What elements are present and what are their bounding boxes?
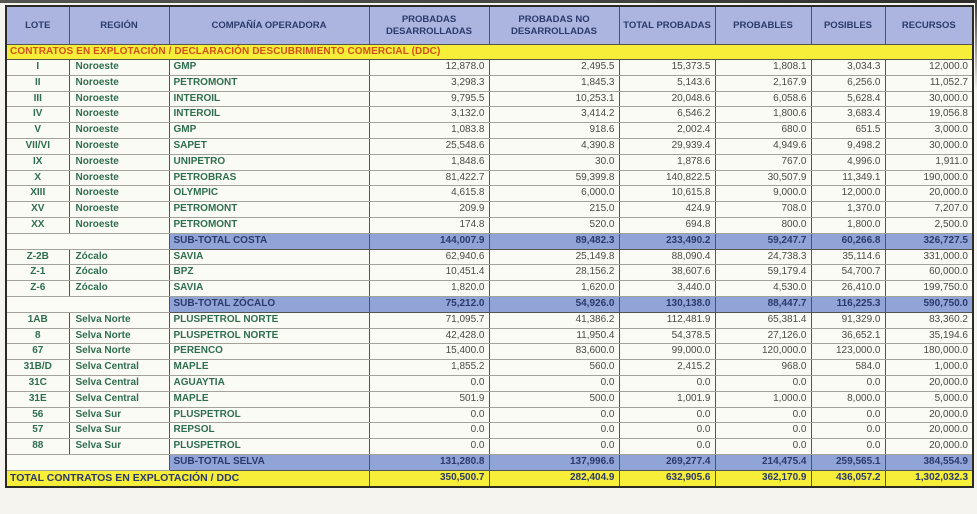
- value-cell: 2,002.4: [619, 123, 715, 139]
- region-cell: Selva Central: [69, 391, 169, 407]
- lote-cell: 88: [6, 439, 69, 455]
- col-header-probadas-no-desarrolladas: PROBADAS NO DESARROLLADAS: [489, 6, 619, 45]
- col-header-total-probadas: TOTAL PROBADAS: [619, 6, 715, 45]
- table-row: [6, 60, 973, 76]
- value-cell: 1,000.0: [885, 360, 973, 376]
- total-label: TOTAL CONTRATOS EN EXPLOTACIÓN / DDC: [6, 470, 369, 486]
- lote-cell: III: [6, 91, 69, 107]
- table-row: [6, 344, 973, 360]
- region-cell: Zócalo: [69, 281, 169, 297]
- value-cell: 30,000.0: [885, 138, 973, 154]
- value-cell: 10,615.8: [619, 186, 715, 202]
- value-cell: 6,058.6: [715, 91, 811, 107]
- value-cell: 190,000.0: [885, 170, 973, 186]
- value-cell: 0.0: [619, 407, 715, 423]
- value-cell: 1,000.0: [715, 391, 811, 407]
- lote-cell: 31B/D: [6, 360, 69, 376]
- value-cell: 131,280.8: [369, 454, 489, 470]
- value-cell: 28,156.2: [489, 265, 619, 281]
- value-cell: 199,750.0: [885, 281, 973, 297]
- subtotal-label: SUB-TOTAL ZÓCALO: [169, 296, 369, 312]
- table-row: [6, 138, 973, 154]
- company-cell: MAPLE: [169, 360, 369, 376]
- value-cell: 140,822.5: [619, 170, 715, 186]
- region-cell: Selva Sur: [69, 407, 169, 423]
- value-cell: 41,386.2: [489, 312, 619, 328]
- value-cell: 209.9: [369, 202, 489, 218]
- header-row: [6, 6, 973, 45]
- value-cell: 1,878.6: [619, 154, 715, 170]
- value-cell: 0.0: [715, 423, 811, 439]
- value-cell: 30.0: [489, 154, 619, 170]
- value-cell: 269,277.4: [619, 454, 715, 470]
- value-cell: 11,950.4: [489, 328, 619, 344]
- value-cell: 2,500.0: [885, 217, 973, 233]
- value-cell: 123,000.0: [811, 344, 885, 360]
- value-cell: 3,298.3: [369, 75, 489, 91]
- company-cell: UNIPETRO: [169, 154, 369, 170]
- value-cell: 9,795.5: [369, 91, 489, 107]
- col-header-lote: LOTE: [6, 6, 69, 45]
- value-cell: 680.0: [715, 123, 811, 139]
- value-cell: 9,498.2: [811, 138, 885, 154]
- value-cell: 3,132.0: [369, 107, 489, 123]
- company-cell: MAPLE: [169, 391, 369, 407]
- value-cell: 520.0: [489, 217, 619, 233]
- table-row: [6, 107, 973, 123]
- company-cell: REPSOL: [169, 423, 369, 439]
- company-cell: INTEROIL: [169, 91, 369, 107]
- value-cell: 180,000.0: [885, 344, 973, 360]
- value-cell: 12,000.0: [811, 186, 885, 202]
- value-cell: 0.0: [489, 407, 619, 423]
- value-cell: 38,607.6: [619, 265, 715, 281]
- subtotal-label: SUB-TOTAL COSTA: [169, 233, 369, 249]
- value-cell: 1,302,032.3: [885, 470, 973, 486]
- subtotal-row: [6, 454, 973, 470]
- lote-cell: XV: [6, 202, 69, 218]
- value-cell: 83,360.2: [885, 312, 973, 328]
- value-cell: 632,905.6: [619, 470, 715, 486]
- value-cell: 15,400.0: [369, 344, 489, 360]
- table-row: [6, 423, 973, 439]
- value-cell: 1,620.0: [489, 281, 619, 297]
- lote-cell: 67: [6, 344, 69, 360]
- table-row: [6, 154, 973, 170]
- value-cell: 30,507.9: [715, 170, 811, 186]
- value-cell: 15,373.5: [619, 60, 715, 76]
- value-cell: 282,404.9: [489, 470, 619, 486]
- value-cell: 88,447.7: [715, 296, 811, 312]
- value-cell: 651.5: [811, 123, 885, 139]
- value-cell: 259,565.1: [811, 454, 885, 470]
- value-cell: 215.0: [489, 202, 619, 218]
- value-cell: 0.0: [369, 439, 489, 455]
- value-cell: 54,378.5: [619, 328, 715, 344]
- value-cell: 25,149.8: [489, 249, 619, 265]
- value-cell: 35,194.6: [885, 328, 973, 344]
- lote-cell: 31C: [6, 375, 69, 391]
- company-cell: GMP: [169, 123, 369, 139]
- value-cell: 3,440.0: [619, 281, 715, 297]
- lote-cell: 1AB: [6, 312, 69, 328]
- value-cell: 88,090.4: [619, 249, 715, 265]
- value-cell: 120,000.0: [715, 344, 811, 360]
- value-cell: 59,399.8: [489, 170, 619, 186]
- section-banner-row: [6, 45, 973, 60]
- value-cell: 384,554.9: [885, 454, 973, 470]
- value-cell: 137,996.6: [489, 454, 619, 470]
- value-cell: 968.0: [715, 360, 811, 376]
- value-cell: 3,683.4: [811, 107, 885, 123]
- table-row: [6, 249, 973, 265]
- value-cell: 89,482.3: [489, 233, 619, 249]
- lote-cell: 8: [6, 328, 69, 344]
- value-cell: 1,855.2: [369, 360, 489, 376]
- company-cell: PLUSPETROL NORTE: [169, 328, 369, 344]
- lote-cell: IX: [6, 154, 69, 170]
- value-cell: 767.0: [715, 154, 811, 170]
- company-cell: PETROMONT: [169, 202, 369, 218]
- region-cell: Noroeste: [69, 202, 169, 218]
- company-cell: INTEROIL: [169, 107, 369, 123]
- lote-cell: Z-6: [6, 281, 69, 297]
- lote-cell: 31E: [6, 391, 69, 407]
- region-cell: Noroeste: [69, 154, 169, 170]
- value-cell: 1,800.6: [715, 107, 811, 123]
- company-cell: SAPET: [169, 138, 369, 154]
- lote-cell: I: [6, 60, 69, 76]
- value-cell: 4,615.8: [369, 186, 489, 202]
- value-cell: 1,845.3: [489, 75, 619, 91]
- value-cell: 112,481.9: [619, 312, 715, 328]
- region-cell: Selva Sur: [69, 423, 169, 439]
- value-cell: 918.6: [489, 123, 619, 139]
- company-cell: PETROMONT: [169, 75, 369, 91]
- value-cell: 9,000.0: [715, 186, 811, 202]
- table-row: [6, 123, 973, 139]
- value-cell: 424.9: [619, 202, 715, 218]
- value-cell: 71,095.7: [369, 312, 489, 328]
- col-header-probadas-desarrolladas: PROBADAS DESARROLLADAS: [369, 6, 489, 45]
- value-cell: 12,878.0: [369, 60, 489, 76]
- value-cell: 20,000.0: [885, 423, 973, 439]
- value-cell: 1,848.6: [369, 154, 489, 170]
- subtotal-label: SUB-TOTAL SELVA: [169, 454, 369, 470]
- value-cell: 584.0: [811, 360, 885, 376]
- region-cell: Noroeste: [69, 138, 169, 154]
- col-header-probables: PROBABLES: [715, 6, 811, 45]
- lote-cell: IV: [6, 107, 69, 123]
- value-cell: 1,370.0: [811, 202, 885, 218]
- value-cell: 3,000.0: [885, 123, 973, 139]
- value-cell: 83,600.0: [489, 344, 619, 360]
- value-cell: 30,000.0: [885, 91, 973, 107]
- table-row: [6, 217, 973, 233]
- region-cell: Selva Sur: [69, 439, 169, 455]
- value-cell: 3,414.2: [489, 107, 619, 123]
- region-cell: Zócalo: [69, 265, 169, 281]
- company-cell: PLUSPETROL NORTE: [169, 312, 369, 328]
- value-cell: 8,000.0: [811, 391, 885, 407]
- value-cell: 500.0: [489, 391, 619, 407]
- company-cell: PERENCO: [169, 344, 369, 360]
- value-cell: 20,048.6: [619, 91, 715, 107]
- value-cell: 20,000.0: [885, 186, 973, 202]
- subtotal-empty-cell: [6, 233, 169, 249]
- value-cell: 1,800.0: [811, 217, 885, 233]
- company-cell: OLYMPIC: [169, 186, 369, 202]
- value-cell: 233,490.2: [619, 233, 715, 249]
- value-cell: 116,225.3: [811, 296, 885, 312]
- value-cell: 6,000.0: [489, 186, 619, 202]
- col-header-compania-operadora: COMPAÑÍA OPERADORA: [169, 6, 369, 45]
- value-cell: 708.0: [715, 202, 811, 218]
- table-row: [6, 375, 973, 391]
- subtotal-row: [6, 233, 973, 249]
- lote-cell: VII/VI: [6, 138, 69, 154]
- table-row: [6, 281, 973, 297]
- lote-cell: Z-1: [6, 265, 69, 281]
- table-row: [6, 186, 973, 202]
- value-cell: 2,167.9: [715, 75, 811, 91]
- photo-top-edge: [0, 0, 977, 3]
- region-cell: Selva Central: [69, 375, 169, 391]
- value-cell: 0.0: [489, 423, 619, 439]
- table-row: [6, 360, 973, 376]
- lote-cell: 57: [6, 423, 69, 439]
- value-cell: 800.0: [715, 217, 811, 233]
- value-cell: 214,475.4: [715, 454, 811, 470]
- col-header-posibles: POSIBLES: [811, 6, 885, 45]
- value-cell: 1,083.8: [369, 123, 489, 139]
- value-cell: 436,057.2: [811, 470, 885, 486]
- value-cell: 59,179.4: [715, 265, 811, 281]
- value-cell: 350,500.7: [369, 470, 489, 486]
- col-header-recursos: RECURSOS: [885, 6, 973, 45]
- value-cell: 0.0: [811, 407, 885, 423]
- value-cell: 560.0: [489, 360, 619, 376]
- table-row: [6, 202, 973, 218]
- company-cell: SAVIA: [169, 249, 369, 265]
- value-cell: 6,546.2: [619, 107, 715, 123]
- value-cell: 99,000.0: [619, 344, 715, 360]
- lote-cell: X: [6, 170, 69, 186]
- table-row: [6, 312, 973, 328]
- value-cell: 20,000.0: [885, 407, 973, 423]
- region-cell: Noroeste: [69, 186, 169, 202]
- value-cell: 19,056.8: [885, 107, 973, 123]
- value-cell: 0.0: [369, 407, 489, 423]
- value-cell: 326,727.5: [885, 233, 973, 249]
- subtotal-row: [6, 296, 973, 312]
- table-row: [6, 439, 973, 455]
- value-cell: 694.8: [619, 217, 715, 233]
- value-cell: 11,349.1: [811, 170, 885, 186]
- value-cell: 0.0: [369, 375, 489, 391]
- region-cell: Selva Norte: [69, 312, 169, 328]
- value-cell: 130,138.0: [619, 296, 715, 312]
- value-cell: 4,949.6: [715, 138, 811, 154]
- value-cell: 60,266.8: [811, 233, 885, 249]
- value-cell: 5,143.6: [619, 75, 715, 91]
- table-row: [6, 407, 973, 423]
- value-cell: 29,939.4: [619, 138, 715, 154]
- value-cell: 0.0: [619, 439, 715, 455]
- value-cell: 1,820.0: [369, 281, 489, 297]
- value-cell: 0.0: [811, 439, 885, 455]
- value-cell: 81,422.7: [369, 170, 489, 186]
- value-cell: 36,652.1: [811, 328, 885, 344]
- value-cell: 5,000.0: [885, 391, 973, 407]
- value-cell: 91,329.0: [811, 312, 885, 328]
- value-cell: 0.0: [715, 439, 811, 455]
- table-row: [6, 391, 973, 407]
- value-cell: 54,926.0: [489, 296, 619, 312]
- lote-cell: XX: [6, 217, 69, 233]
- value-cell: 10,253.1: [489, 91, 619, 107]
- value-cell: 24,738.3: [715, 249, 811, 265]
- reserves-table: [5, 5, 974, 488]
- region-cell: Selva Central: [69, 360, 169, 376]
- value-cell: 20,000.0: [885, 375, 973, 391]
- company-cell: AGUAYTIA: [169, 375, 369, 391]
- value-cell: 0.0: [811, 423, 885, 439]
- region-cell: Noroeste: [69, 60, 169, 76]
- value-cell: 0.0: [619, 375, 715, 391]
- section-banner: CONTRATOS EN EXPLOTACIÓN / DECLARACIÓN DESCUBRIMIENTO COMERCIAL (DDC): [6, 45, 973, 60]
- region-cell: Noroeste: [69, 170, 169, 186]
- total-row: [6, 470, 973, 486]
- value-cell: 362,170.9: [715, 470, 811, 486]
- value-cell: 10,451.4: [369, 265, 489, 281]
- company-cell: PLUSPETROL: [169, 439, 369, 455]
- company-cell: PETROBRAS: [169, 170, 369, 186]
- value-cell: 5,628.4: [811, 91, 885, 107]
- table-body: [6, 45, 973, 487]
- value-cell: 0.0: [369, 423, 489, 439]
- value-cell: 35,114.6: [811, 249, 885, 265]
- value-cell: 42,428.0: [369, 328, 489, 344]
- company-cell: BPZ: [169, 265, 369, 281]
- value-cell: 11,052.7: [885, 75, 973, 91]
- value-cell: 144,007.9: [369, 233, 489, 249]
- value-cell: 4,996.0: [811, 154, 885, 170]
- value-cell: 75,212.0: [369, 296, 489, 312]
- value-cell: 60,000.0: [885, 265, 973, 281]
- company-cell: PETROMONT: [169, 217, 369, 233]
- region-cell: Noroeste: [69, 123, 169, 139]
- value-cell: 174.8: [369, 217, 489, 233]
- company-cell: SAVIA: [169, 281, 369, 297]
- region-cell: Noroeste: [69, 75, 169, 91]
- value-cell: 20,000.0: [885, 439, 973, 455]
- value-cell: 1,001.9: [619, 391, 715, 407]
- col-header-region: REGIÓN: [69, 6, 169, 45]
- value-cell: 54,700.7: [811, 265, 885, 281]
- region-cell: Noroeste: [69, 217, 169, 233]
- value-cell: 501.9: [369, 391, 489, 407]
- lote-cell: XIII: [6, 186, 69, 202]
- region-cell: Selva Norte: [69, 328, 169, 344]
- value-cell: 6,256.0: [811, 75, 885, 91]
- value-cell: 65,381.4: [715, 312, 811, 328]
- lote-cell: II: [6, 75, 69, 91]
- value-cell: 4,390.8: [489, 138, 619, 154]
- value-cell: 331,000.0: [885, 249, 973, 265]
- value-cell: 26,410.0: [811, 281, 885, 297]
- value-cell: 1,808.1: [715, 60, 811, 76]
- region-cell: Noroeste: [69, 107, 169, 123]
- table-header: [6, 6, 973, 45]
- value-cell: 2,495.5: [489, 60, 619, 76]
- subtotal-empty-cell: [6, 454, 169, 470]
- region-cell: Selva Norte: [69, 344, 169, 360]
- value-cell: 12,000.0: [885, 60, 973, 76]
- lote-cell: V: [6, 123, 69, 139]
- value-cell: 62,940.6: [369, 249, 489, 265]
- table-row: [6, 328, 973, 344]
- lote-cell: Z-2B: [6, 249, 69, 265]
- value-cell: 590,750.0: [885, 296, 973, 312]
- lote-cell: 56: [6, 407, 69, 423]
- value-cell: 27,126.0: [715, 328, 811, 344]
- company-cell: GMP: [169, 60, 369, 76]
- region-cell: Noroeste: [69, 91, 169, 107]
- value-cell: 4,530.0: [715, 281, 811, 297]
- value-cell: 25,548.6: [369, 138, 489, 154]
- value-cell: 59,247.7: [715, 233, 811, 249]
- value-cell: 0.0: [619, 423, 715, 439]
- region-cell: Zócalo: [69, 249, 169, 265]
- value-cell: 2,415.2: [619, 360, 715, 376]
- value-cell: 7,207.0: [885, 202, 973, 218]
- table-row: [6, 91, 973, 107]
- company-cell: PLUSPETROL: [169, 407, 369, 423]
- value-cell: 0.0: [715, 375, 811, 391]
- value-cell: 0.0: [811, 375, 885, 391]
- subtotal-empty-cell: [6, 296, 169, 312]
- table-row: [6, 170, 973, 186]
- table-row: [6, 265, 973, 281]
- value-cell: 0.0: [489, 375, 619, 391]
- value-cell: 3,034.3: [811, 60, 885, 76]
- value-cell: 0.0: [715, 407, 811, 423]
- value-cell: 1,911.0: [885, 154, 973, 170]
- table-row: [6, 75, 973, 91]
- value-cell: 0.0: [489, 439, 619, 455]
